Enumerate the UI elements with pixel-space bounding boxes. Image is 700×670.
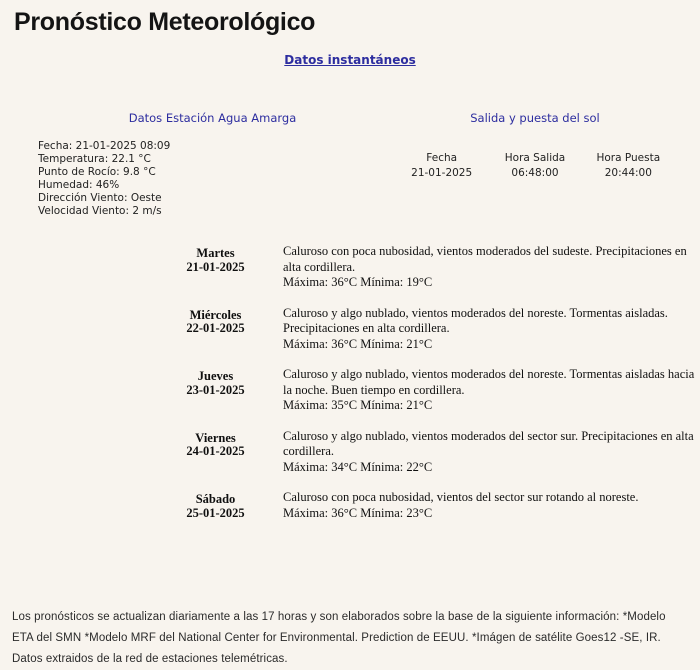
day-label: Sábado [195,492,236,506]
forecast-text: Caluroso con poca nubosidad, vientos del sector sur rotando al noreste. [283,490,639,504]
station-line-direccion-viento: Dirección Viento: Oeste [38,192,162,204]
station-panel-title: Datos Estación Agua Amarga [128,111,297,125]
forecast-table [0,244,700,521]
date-label: 25-01-2025 [186,505,245,520]
forecast-day-cell [148,490,283,521]
forecast-row-martes [0,244,700,291]
forecast-day-cell [148,306,283,353]
forecast-temps: Máxima: 36°C Mínima: 21°C [283,336,433,351]
forecast-row-jueves [0,367,700,414]
forecast-row-sabado [0,490,700,521]
forecast-text: Caluroso con poca nubosidad, vientos moderados del sudeste. Precipitaciones en alta cordillera. [283,244,687,274]
station-line-punto-rocio: Punto de Rocío: 9.8 °C [38,166,156,178]
forecast-day-cell [148,429,283,476]
forecast-text: Caluroso y algo nublado, vientos moderados del noreste. Tormentas aisladas hacia la noche. Buen tiempo en cordillera. [283,367,695,397]
station-line-fecha: Fecha: 21-01-2025 08:09 [38,140,171,152]
forecast-text: Caluroso y algo nublado, vientos moderados del noreste. Tormentas aisladas. Precipitaciones en alta cordillera. [283,305,668,335]
forecast-row-viernes [0,429,700,476]
info-columns [0,111,700,218]
sun-header-puesta: Hora Puesta [596,152,661,164]
sun-value-fecha: 21-01-2025 [411,167,473,179]
forecast-row-miercoles [0,306,700,353]
sun-col-fecha [395,151,488,180]
sun-col-puesta [582,151,675,180]
sun-header-salida: Hora Salida [504,152,566,164]
date-label: 21-01-2025 [186,259,245,274]
forecast-day-cell [148,367,283,414]
forecast-text: Caluroso y algo nublado, vientos moderados del sector sur. Precipitaciones en alta cordillera. [283,428,694,458]
forecast-temps: Máxima: 36°C Mínima: 19°C [283,275,433,289]
forecast-desc-cell [283,306,695,353]
forecast-temps: Máxima: 34°C Mínima: 22°C [283,459,433,474]
station-data-list [38,140,395,218]
page-footer: Los pronósticos se actualizan diariamente a las 17 horas y son elaborados sobre la base de la siguiente información: *Modelo ETA del SMN *Modelo MRF del National Center for Environmental. Prediction de EEUU. *Imágen de satélite Goes12 -SE, IR. Datos extraidos de la red de estaciones telemétricas. [12,611,666,665]
station-line-velocidad-viento: Velocidad Viento: 2 m/s [38,205,162,217]
forecast-day-cell [148,244,283,291]
sun-value-salida: 06:48:00 [511,167,559,179]
page-title: Pronóstico Meteorológico [14,8,316,36]
day-label: Viernes [195,430,236,445]
forecast-desc-cell [283,244,695,291]
forecast-temps: Máxima: 35°C Mínima: 21°C [283,398,433,412]
forecast-temps: Máxima: 36°C Mínima: 23°C [283,505,433,520]
station-panel [30,111,395,218]
date-label: 24-01-2025 [186,444,245,458]
instant-data-row [0,51,700,67]
forecast-desc-cell [283,490,695,521]
forecast-desc-cell [283,429,695,476]
date-label: 22-01-2025 [186,321,245,335]
day-label: Martes [196,246,235,260]
day-label: Miércoles [189,307,242,322]
sun-table [395,151,675,180]
sun-col-salida [488,151,581,180]
day-label: Jueves [197,369,234,383]
forecast-desc-cell [283,367,695,414]
station-line-temperatura: Temperatura: 22.1 °C [38,153,151,165]
sun-value-puesta: 20:44:00 [604,167,652,179]
station-line-humedad: Humedad: 46% [38,179,120,191]
date-label: 23-01-2025 [186,382,245,397]
sun-panel [395,111,675,218]
instant-data-link[interactable]: Datos instantáneos [284,53,416,67]
sun-header-fecha: Fecha [426,152,458,164]
sun-panel-title: Salida y puesta del sol [470,111,600,125]
